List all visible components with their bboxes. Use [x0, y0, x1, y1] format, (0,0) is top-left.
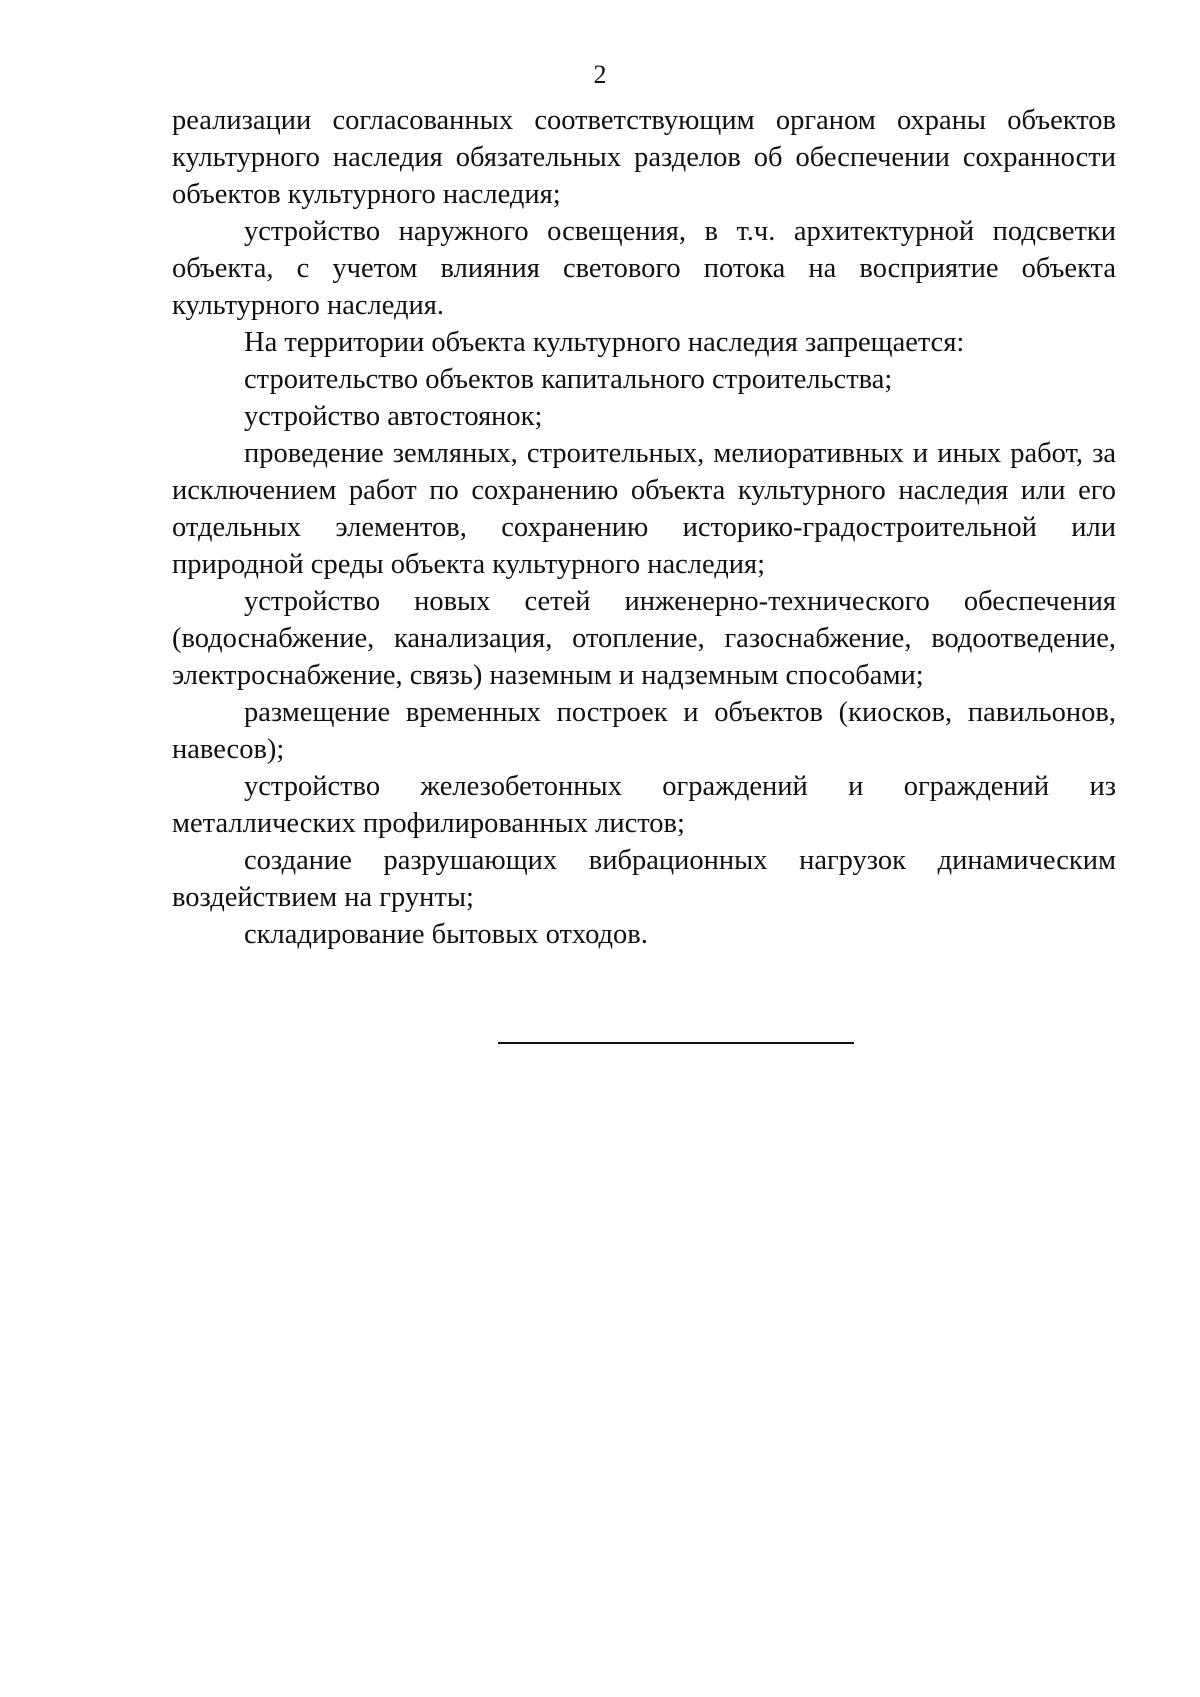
- paragraph-prohibition-waste: складирование бытовых отходов.: [244, 919, 648, 950]
- paragraph-prohibition-fences: устройство железобетонных ограждений и ограждений из металлических профилированных листов;: [172, 771, 1116, 839]
- paragraph-continuation: реализации согласованных соответствующим органом охраны объектов культурного наследия обязательных разделов об обеспечении сохранности объектов культурного наследия;: [172, 105, 1116, 210]
- document-body: [172, 102, 1116, 953]
- paragraph-prohibition-vibration: создание разрушающих вибрационных нагрузок динамическим воздействием на грунты;: [172, 845, 1116, 913]
- paragraph-prohibitions-heading: На территории объекта культурного наследия запрещается:: [244, 327, 965, 358]
- paragraph-prohibition-utility-networks: устройство новых сетей инженерно-технического обеспечения (водоснабжение, канализация, отопление, газоснабжение, водоотведение, электроснабжение, связь) наземным и надземным способами;: [172, 586, 1116, 691]
- page-number: 2: [593, 60, 607, 89]
- paragraph-prohibition-construction: строительство объектов капитального строительства;: [244, 364, 893, 395]
- paragraph-prohibition-earthworks: проведение земляных, строительных, мелиоративных и иных работ, за исключением работ по сохранению объекта культурного наследия или его отдельных элементов, сохранению историко-градостроительной или природной среды объекта культурного наследия;: [172, 438, 1116, 580]
- paragraph-prohibition-temporary-structures: размещение временных построек и объектов (киосков, павильонов, навесов);: [172, 697, 1116, 765]
- closing-divider: [498, 1042, 854, 1044]
- paragraph-prohibition-parking: устройство автостоянок;: [244, 401, 543, 432]
- paragraph-outdoor-lighting: устройство наружного освещения, в т.ч. архитектурной подсветки объекта, с учетом влияния светового потока на восприятие объекта культурного наследия.: [172, 216, 1116, 321]
